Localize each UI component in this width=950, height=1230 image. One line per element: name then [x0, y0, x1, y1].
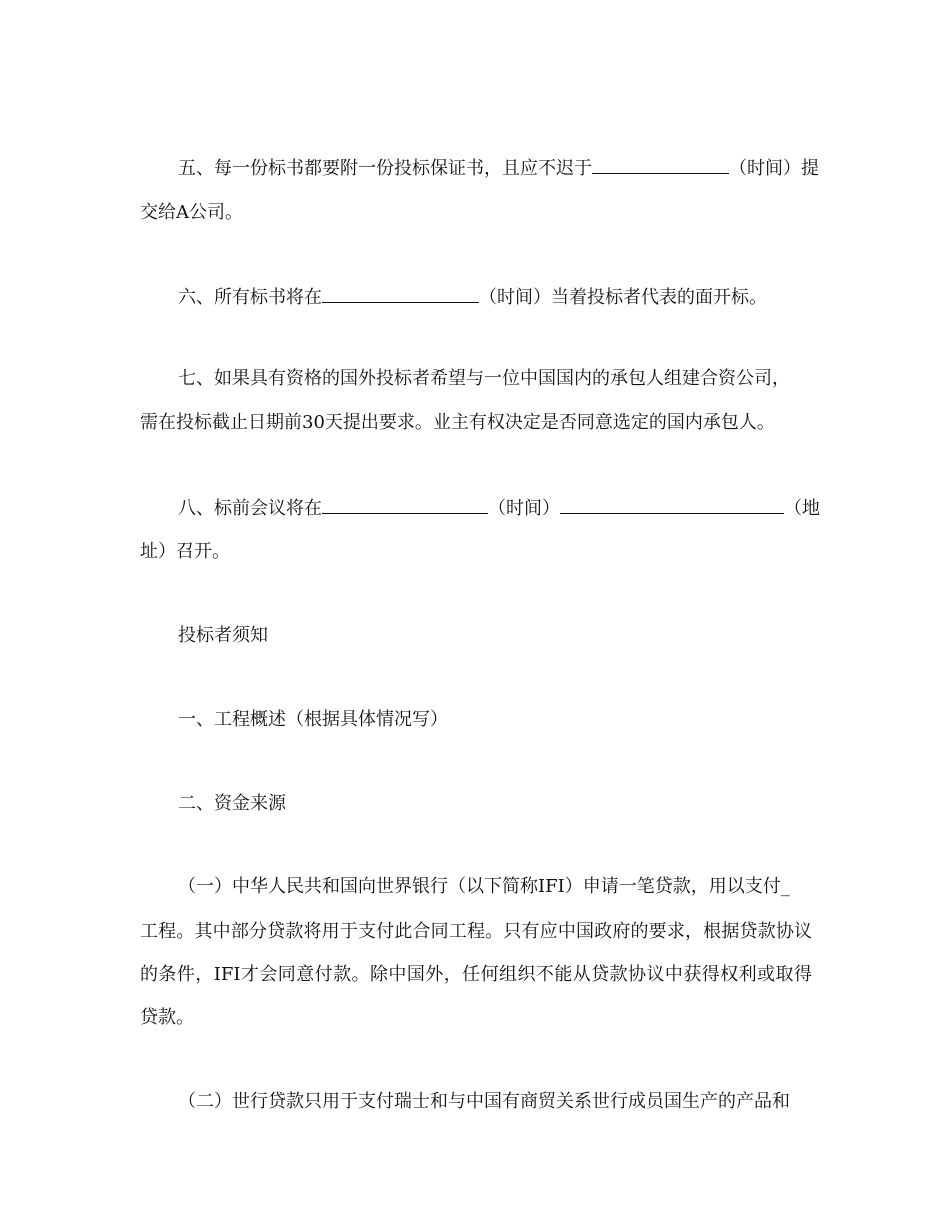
sub-item-1-line-2: 工程。其中部分贷款将用于支付此合同工程。只有应中国政府的要求，根据贷款协议	[140, 921, 812, 942]
address-blank[interactable]	[560, 495, 784, 514]
time-blank[interactable]	[322, 284, 479, 303]
section-8-middle: （时间）	[488, 498, 560, 519]
section-8-line-1	[140, 495, 850, 521]
section-5-suffix: （时间）提	[729, 158, 819, 179]
item-1-project-overview: 一、工程概述（根据具体情况写）	[178, 709, 448, 730]
section-8-suffix: （地	[784, 498, 820, 519]
section-6-text: 六、所有标书将在	[178, 287, 322, 308]
section-5-line-2: 交给A公司。	[140, 202, 243, 223]
section-7-line-2: 需在投标截止日期前30天提出要求。业主有权决定是否同意选定的国内承包人。	[140, 412, 775, 433]
item-2-funding-source: 二、资金来源	[178, 793, 286, 814]
section-6-line	[140, 284, 850, 310]
section-5-text: 五、每一份标书都要附一份投标保证书，且应不迟于	[178, 158, 592, 179]
section-6-suffix: （时间）当着投标者代表的面开标。	[479, 287, 767, 308]
time-blank[interactable]	[592, 155, 729, 174]
time-blank[interactable]	[322, 495, 488, 514]
section-7-line-1: 七、如果具有资格的国外投标者希望与一位中国国内的承包人组建合资公司，	[178, 368, 790, 389]
section-8-text: 八、标前会议将在	[178, 498, 322, 519]
sub-item-2-line-1: （二）世行贷款只用于支付瑞士和与中国有商贸关系世行成员国生产的产品和	[178, 1091, 790, 1112]
section-8-line-2: 址）召开。	[140, 541, 230, 562]
sub-item-1-line-4: 贷款。	[140, 1007, 194, 1028]
instructions-heading: 投标者须知	[178, 625, 268, 646]
sub-item-1-line-3: 的条件，IFI才会同意付款。除中国外，任何组织不能从贷款协议中获得权利或取得	[140, 964, 812, 985]
sub-item-1-line-1: （一）中华人民共和国向世界银行（以下简称IFI）申请一笔贷款，用以支付_	[178, 876, 790, 897]
section-5-line-1	[140, 155, 850, 181]
